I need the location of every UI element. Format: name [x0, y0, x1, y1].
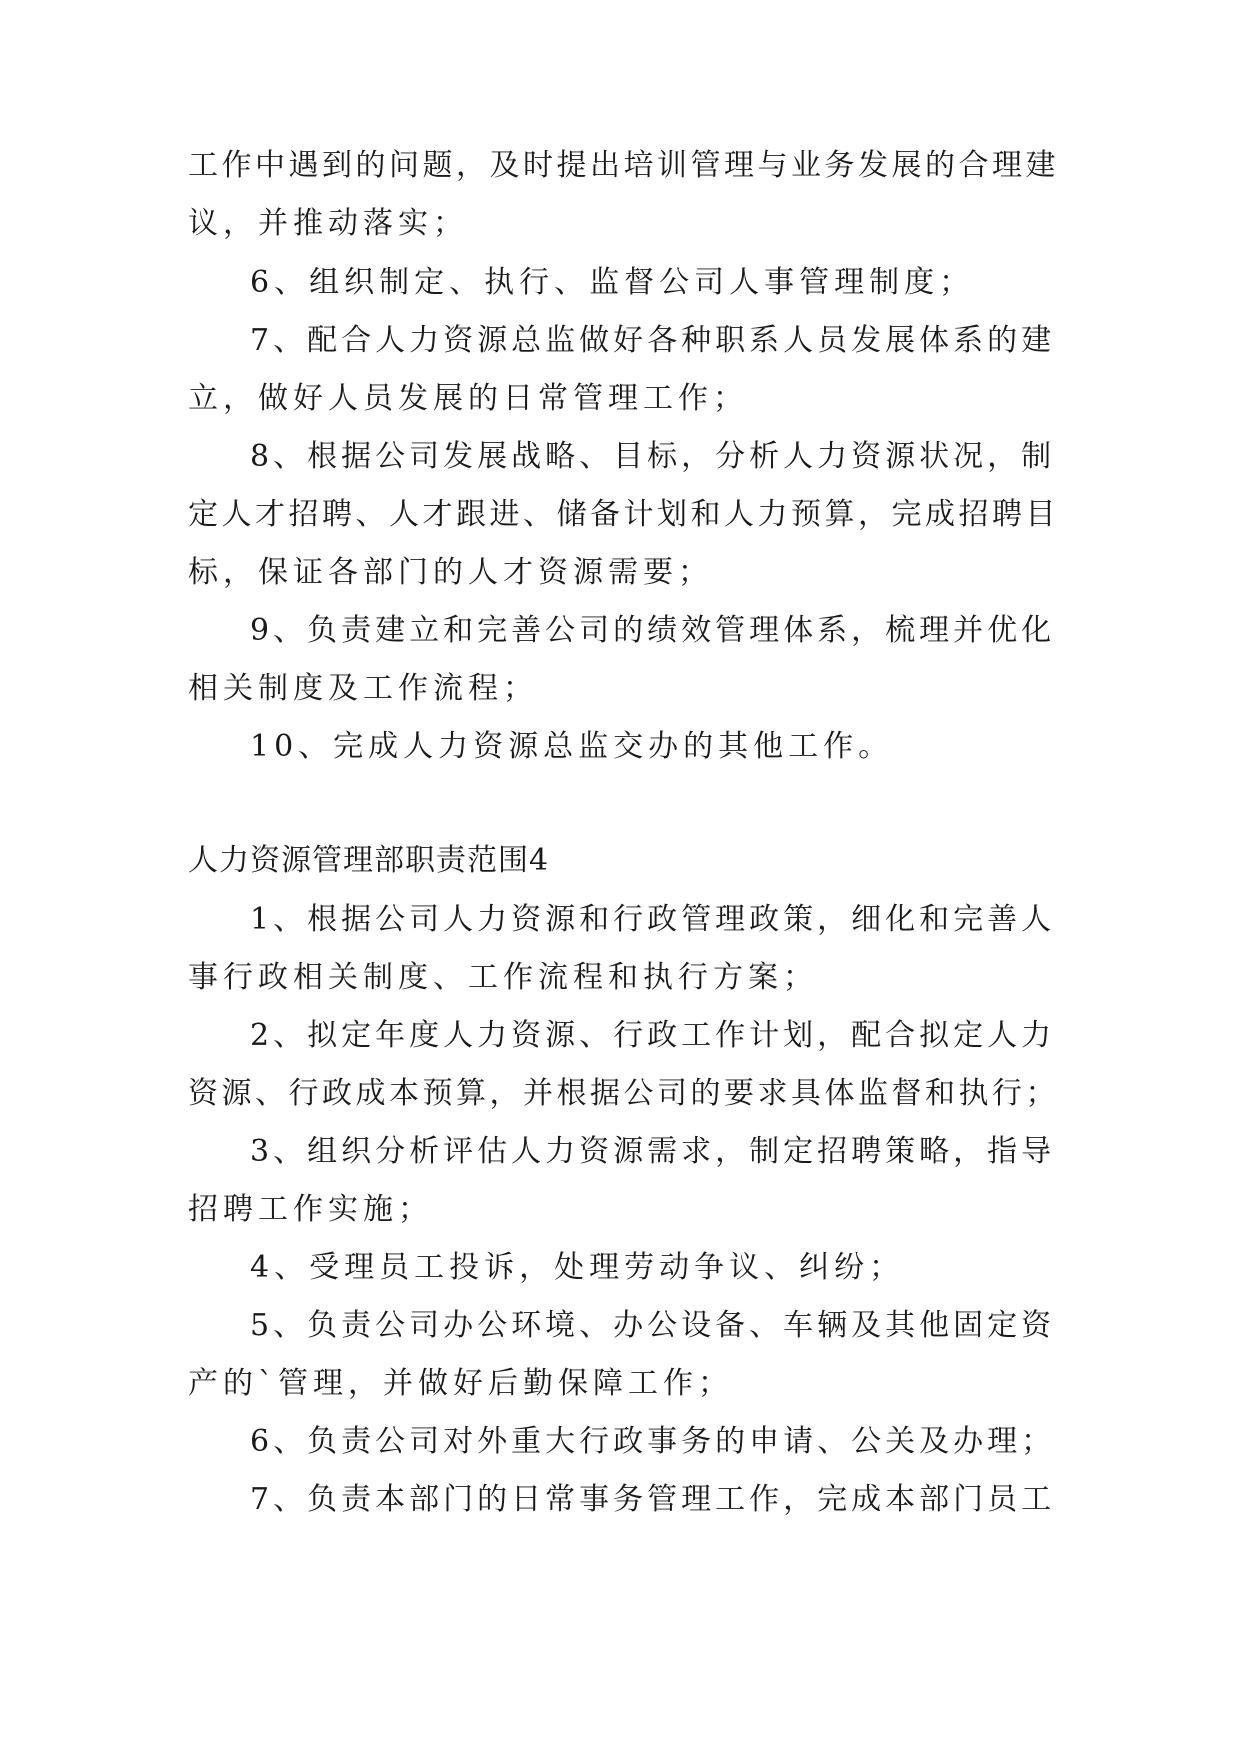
- list-item: 2、拟定年度人力资源、行政工作计划，配合拟定人力: [250, 1018, 1056, 1053]
- list-item: 4、受理员工投诉，处理劳动争议、纠纷；: [250, 1250, 905, 1285]
- list-item: 7、配合人力资源总监做好各种职系人员发展体系的建: [250, 323, 1056, 358]
- list-item: 10、完成人力资源总监交办的其他工作。: [250, 729, 894, 764]
- text-line: 招聘工作实施；: [188, 1192, 433, 1227]
- list-item: 9、负责建立和完善公司的绩效管理体系，梳理并优化: [250, 613, 1056, 648]
- list-item: 1、根据公司人力资源和行政管理政策，细化和完善人: [250, 902, 1056, 937]
- text-line: 产的`管理，并做好后勤保障工作；: [188, 1366, 733, 1401]
- list-item: 3、组织分析评估人力资源需求，制定招聘策略，指导: [250, 1134, 1056, 1169]
- list-item: 6、负责公司对外重大行政事务的申请、公关及办理；: [250, 1424, 1056, 1459]
- text-line: 定人才招聘、人才跟进、储备计划和人力预算，完成招聘目: [188, 497, 1059, 532]
- text-line: 资源、行政成本预算，并根据公司的要求具体监督和执行；: [188, 1076, 1059, 1111]
- text-line: 标，保证各部门的人才资源需要；: [188, 555, 713, 590]
- list-item: 8、根据公司发展战略、目标，分析人力资源状况，制: [250, 439, 1056, 474]
- list-item: 5、负责公司办公环境、办公设备、车辆及其他固定资: [250, 1308, 1056, 1343]
- list-item: 7、负责本部门的日常事务管理工作，完成本部门员工: [250, 1482, 1056, 1517]
- text-line: 议，并推动落实；: [188, 206, 468, 241]
- list-item: 6、组织制定、执行、监督公司人事管理制度；: [250, 265, 975, 300]
- text-line: 事行政相关制度、工作流程和执行方案；: [188, 960, 818, 995]
- section-heading: 人力资源管理部职责范围4: [188, 843, 550, 878]
- text-line: 相关制度及工作流程；: [188, 671, 538, 706]
- text-line: 工作中遇到的问题，及时提出培训管理与业务发展的合理建: [188, 148, 1059, 183]
- text-line: 立，做好人员发展的日常管理工作；: [188, 381, 748, 416]
